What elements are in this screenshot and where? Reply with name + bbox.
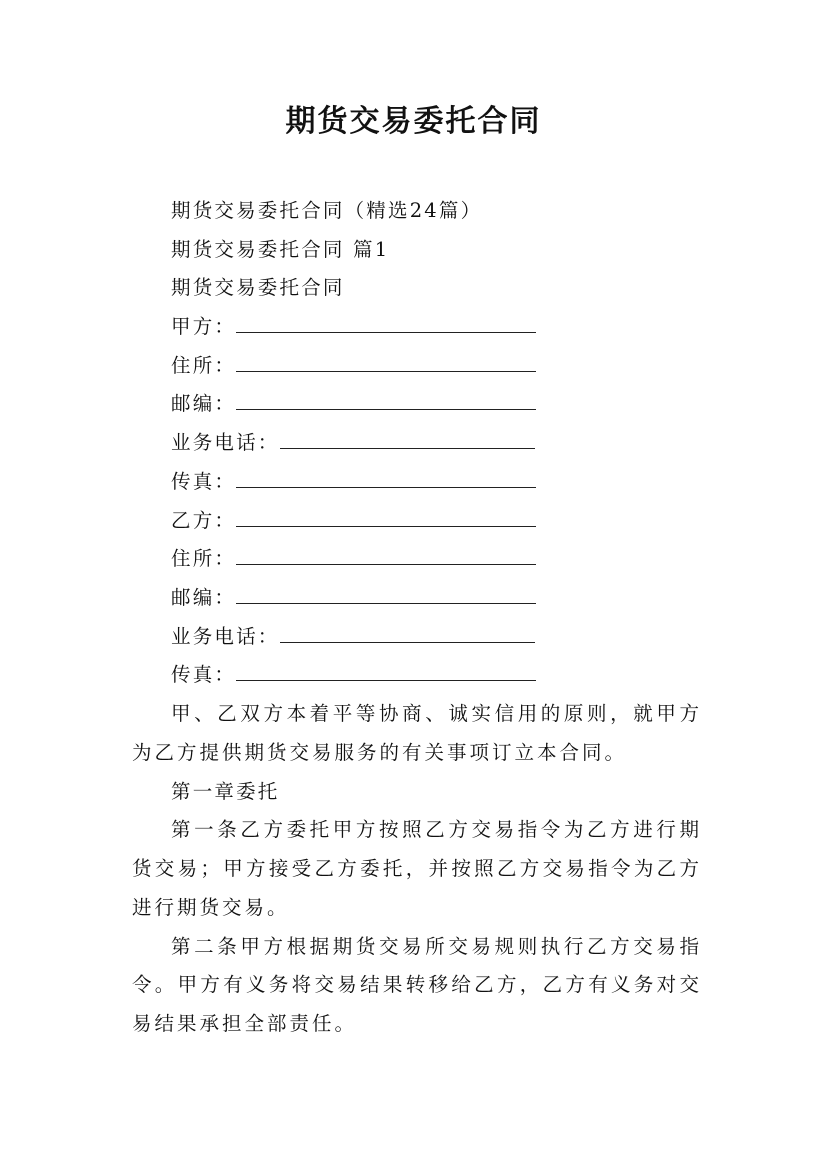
field-label: 甲方： [171, 315, 237, 339]
party-a-address-field [132, 347, 702, 386]
fill-blank [236, 542, 536, 565]
fill-blank [236, 387, 536, 410]
field-label: 邮编： [171, 392, 237, 416]
party-a-fax-field [132, 463, 702, 502]
field-label: 传真： [171, 469, 237, 493]
party-b-postcode-field [132, 579, 702, 618]
subtitle-line: 期货交易委托合同（精选24篇） [171, 199, 483, 222]
field-label: 住所： [171, 547, 237, 571]
article-2-paragraph: 第二条甲方根据期货交易所交易规则执行乙方交易指令。甲方有义务将交易结果转移给乙方，乙方有义务对交易结果承担全部责任。 [132, 934, 702, 1036]
contract-heading: 期货交易委托合同 [171, 276, 345, 300]
party-a-postcode-field [132, 385, 702, 424]
fill-blank [236, 581, 536, 604]
fill-blank [280, 426, 535, 449]
article-1-paragraph: 第一条乙方委托甲方按照乙方交易指令为乙方进行期货交易；甲方接受乙方委托，并按照乙方交易指令为乙方进行期货交易。 [132, 818, 702, 919]
field-label: 乙方： [171, 508, 237, 532]
party-b-phone-field [132, 618, 702, 657]
fill-blank [236, 349, 536, 372]
fill-blank [236, 658, 536, 681]
document-body [132, 192, 702, 1044]
chapter-heading: 第一章委托 [171, 779, 280, 803]
party-a-field [132, 308, 702, 347]
party-b-field [132, 502, 702, 541]
fill-blank [236, 504, 536, 527]
field-label: 邮编： [171, 585, 237, 609]
fill-blank [280, 620, 535, 643]
fill-blank [236, 465, 536, 488]
fill-blank [236, 310, 536, 333]
document-title: 期货交易委托合同 [285, 104, 542, 139]
party-b-address-field [132, 540, 702, 579]
section-heading: 期货交易委托合同 篇1 [171, 237, 390, 261]
field-label: 住所： [171, 353, 237, 377]
field-label: 业务电话： [171, 431, 280, 455]
party-b-fax-field [132, 656, 702, 695]
field-label: 传真： [171, 663, 237, 687]
field-label: 业务电话： [171, 624, 280, 648]
party-a-phone-field [132, 424, 702, 463]
preamble-paragraph: 甲、乙双方本着平等协商、诚实信用的原则，就甲方为乙方提供期货交易服务的有关事项订立本合同。 [132, 701, 702, 764]
